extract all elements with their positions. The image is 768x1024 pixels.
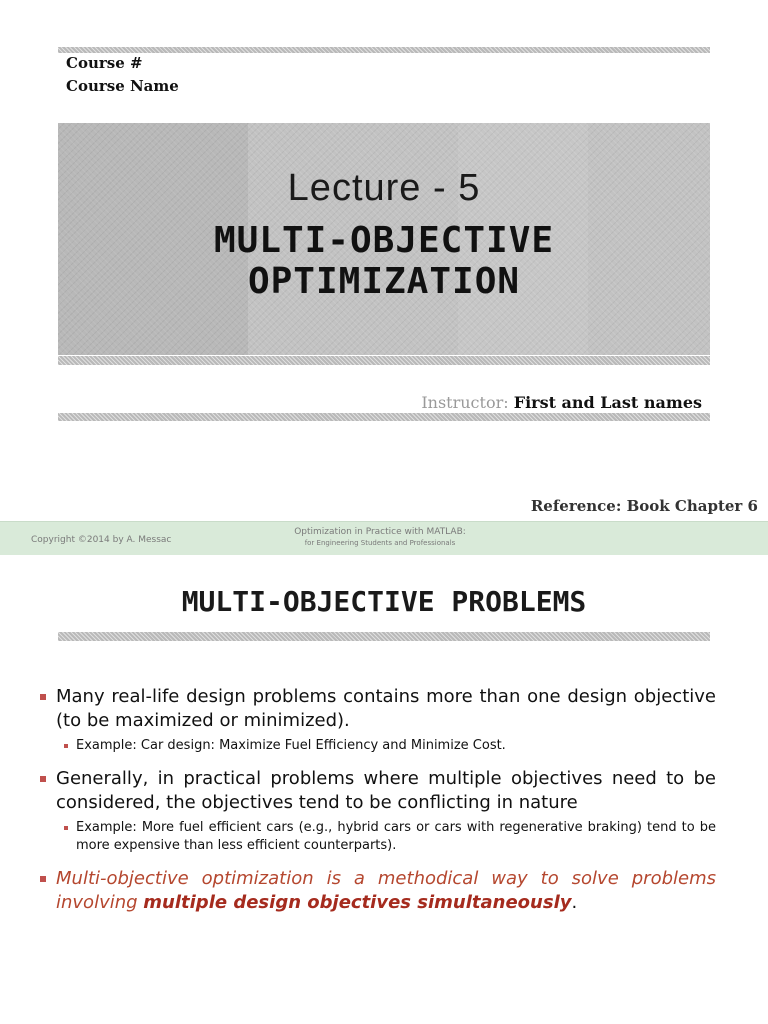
slide-2 [0, 555, 768, 1024]
instructor-label: Instructor: [421, 393, 509, 412]
lecture-title-line2: OPTIMIZATION [247, 261, 521, 302]
course-number: Course # [66, 54, 143, 72]
footer-book-title [250, 527, 510, 547]
title-divider [58, 356, 710, 365]
course-name: Course Name [66, 77, 179, 95]
bullet-item: Many real-life design problems contains more than one design objective (to be maximized or minimized). [40, 685, 716, 733]
slide-title: MULTI-OBJECTIVE PROBLEMS [181, 585, 587, 618]
lecture-title-line1: MULTI-OBJECTIVE [213, 220, 555, 261]
instructor-line [421, 393, 702, 412]
footer-book-main: Optimization in Practice with MATLAB: [294, 527, 466, 537]
sub-bullet-item: Example: Car design: Maximize Fuel Efficiency and Minimize Cost. [64, 737, 716, 755]
instructor-name: First and Last names [513, 393, 702, 412]
bullet-item: Generally, in practical problems where multiple objectives need to be considered, the objectives tend to be conflicting in nature [40, 767, 716, 815]
reference-text: Reference: Book Chapter 6 [530, 497, 758, 515]
bullet-list [40, 685, 716, 915]
instructor-divider [58, 413, 710, 421]
title-box [58, 123, 710, 355]
emphasis-bold-text: multiple design objectives simultaneously [143, 892, 572, 913]
top-divider [58, 47, 710, 53]
footer-copyright: Copyright ©2014 by A. Messac [31, 535, 172, 545]
footer-book-subtitle: for Engineering Students and Professionals [304, 539, 456, 547]
emphasis-period: . [571, 892, 578, 913]
bullet-item-emphasis [40, 867, 716, 915]
slide-footer [0, 521, 768, 556]
sub-bullet-item: Example: More fuel efficient cars (e.g., hybrid cars or cars with regenerative braking) tend to be more expensive than less efficient counterparts). [64, 819, 716, 855]
lecture-number: Lecture - 5 [287, 167, 481, 209]
slide-title-divider [58, 632, 710, 641]
emphasis-text: Multi-objective optimization is a methodical way to solve problems involving [56, 868, 716, 913]
